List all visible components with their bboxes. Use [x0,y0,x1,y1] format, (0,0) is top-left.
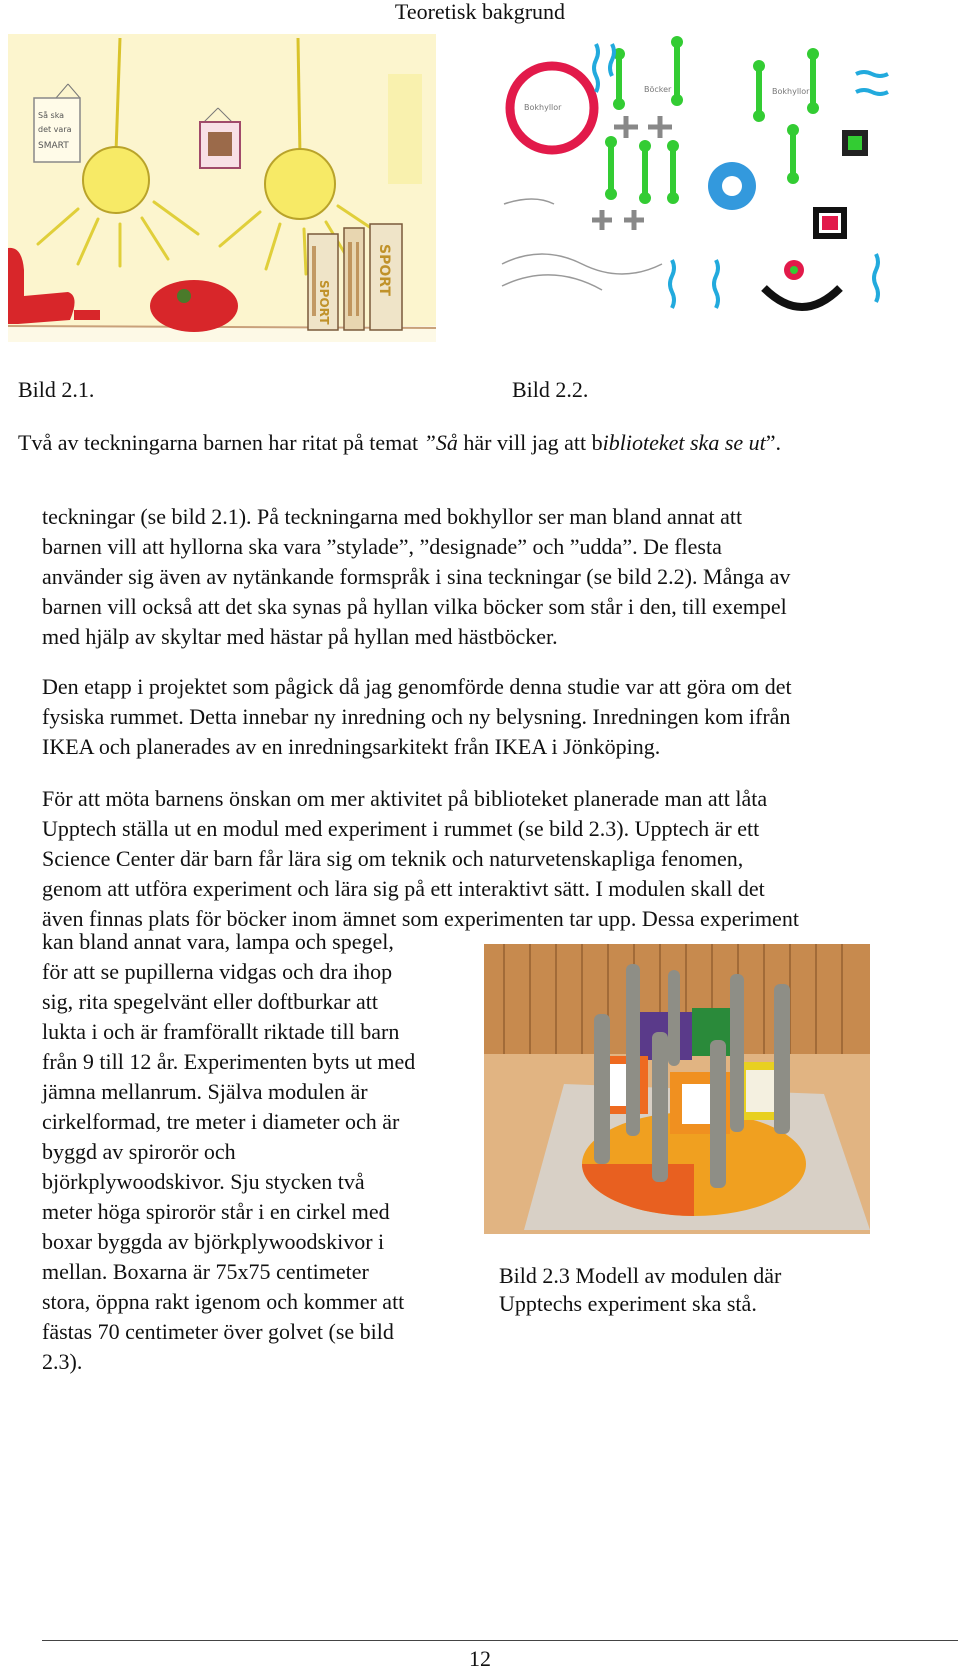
svg-text:SPORT: SPORT [317,280,331,325]
text-line: barnen vill också att det ska synas på hyllan vilka böcker som står i den, till exempel [42,594,787,619]
drawing-shelves-plan [494,34,896,330]
svg-text:det vara: det vara [38,125,72,134]
text-line: använder sig även av nytänkande formspråk i sina teckningar (se bild 2.2). Många av [42,564,791,589]
text-line: meter höga spirorör står i en cirkel med [42,1199,390,1224]
text-line: IKEA och planerades av en inredningsarkitekt från IKEA i Jönköping. [42,734,661,759]
paragraph-1 [42,502,932,652]
text-line: fysiska rummet. Detta innebar ny inredning och ny belysning. Inredningen kom ifrån [42,704,791,729]
svg-text:SPORT: SPORT [376,244,392,296]
text-line: Science Center där barn får lära sig om teknik och naturvetenskapliga fenomen, [42,846,744,871]
text-line: stora, öppna rakt igenom och kommer att [42,1289,405,1314]
text-line: boxar byggda av björkplywoodskivor i [42,1229,385,1254]
svg-text:Så ska: Så ska [38,111,65,120]
text-line: barnen vill att hyllorna ska vara ”stylade”, ”designade” och ”udda”. De flesta [42,534,722,559]
text-line: cirkelformad, tre meter i diameter och är [42,1109,400,1134]
svg-text:Bokhyllor: Bokhyllor [772,87,810,96]
caption-line: Bild 2.3 Modell av modulen där [499,1263,782,1288]
caption-italic: iblioteket ska se ut [602,430,766,455]
text-line: teckningar (se bild 2.1). På teckningarna med bokhyllor ser man bland annat att [42,504,743,529]
text-line: kan bland annat vara, lampa och spegel, [42,929,394,954]
text-line: lukta i och är framförallt riktade till barn [42,1019,400,1044]
caption-mid: här vill jag att b [463,430,603,455]
lamp-icon [83,147,149,213]
figure-2-1-drawing [8,34,436,342]
text-line: byggd av spirorör och [42,1139,236,1164]
text-line: genom att utföra experiment och lära sig på ett interaktivt sätt. I modulen skall det [42,876,765,901]
text-line: från 9 till 12 år. Experimenten byts ut med [42,1049,416,1074]
page-number: 12 [469,1646,491,1671]
footer-divider [42,1640,958,1641]
text-line: fästas 70 centimeter över golvet (se bild [42,1319,394,1344]
model-photo [484,944,870,1234]
text-line: mellan. Boxarna är 75x75 centimeter [42,1259,369,1284]
svg-text:Böcker: Böcker [644,85,672,94]
caption-end: ”. [765,430,782,455]
caption-line: Upptechs experiment ska stå. [499,1291,757,1316]
text-line: även finnas plats för böcker inom ämnet som experimenten tar upp. Dessa experiment [42,906,799,931]
paragraph-4 [42,927,482,1377]
svg-text:SMART: SMART [38,141,69,151]
text-line: med hjälp av skyltar med hästar på hyllan med hästböcker. [42,624,558,649]
drawing-lamps-and-bookshelves [8,34,436,342]
paragraph-2 [42,672,932,762]
svg-text:Bokhyllor: Bokhyllor [524,103,562,112]
caption-quote: ”Så [423,430,464,455]
text-line: Upptech ställa ut en modul med experiment i rummet (se bild 2.3). Upptech är ett [42,816,760,841]
figure-2-3-photo [484,944,870,1234]
text-line: jämna mellanrum. Själva modulen är [42,1079,368,1104]
figure-2-2-drawing [494,34,896,330]
text-line: för att se pupillerna vidgas och dra ihop [42,959,393,984]
figure-2-3-caption [499,1262,781,1318]
text-line: björkplywoodskivor. Sju stycken två [42,1169,365,1194]
text-line: 2.3). [42,1349,83,1374]
text-line: Den etapp i projektet som pågick då jag genomförde denna studie var att göra om det [42,674,792,699]
running-header: Teoretisk bakgrund [394,0,566,24]
text-line: sig, rita spegelvänt eller doftburkar att [42,989,378,1014]
paragraph-3 [42,784,942,934]
figure-2-2-caption: Bild 2.2. [512,377,589,402]
lamp-icon [265,149,335,219]
figures-combined-caption [18,429,781,457]
figure-2-1-caption: Bild 2.1. [18,377,95,402]
text-line: För att möta barnens önskan om mer aktivitet på biblioteket planerade man att låta [42,786,768,811]
caption-prefix: Två av teckningarna barnen har ritat på temat [18,430,424,455]
